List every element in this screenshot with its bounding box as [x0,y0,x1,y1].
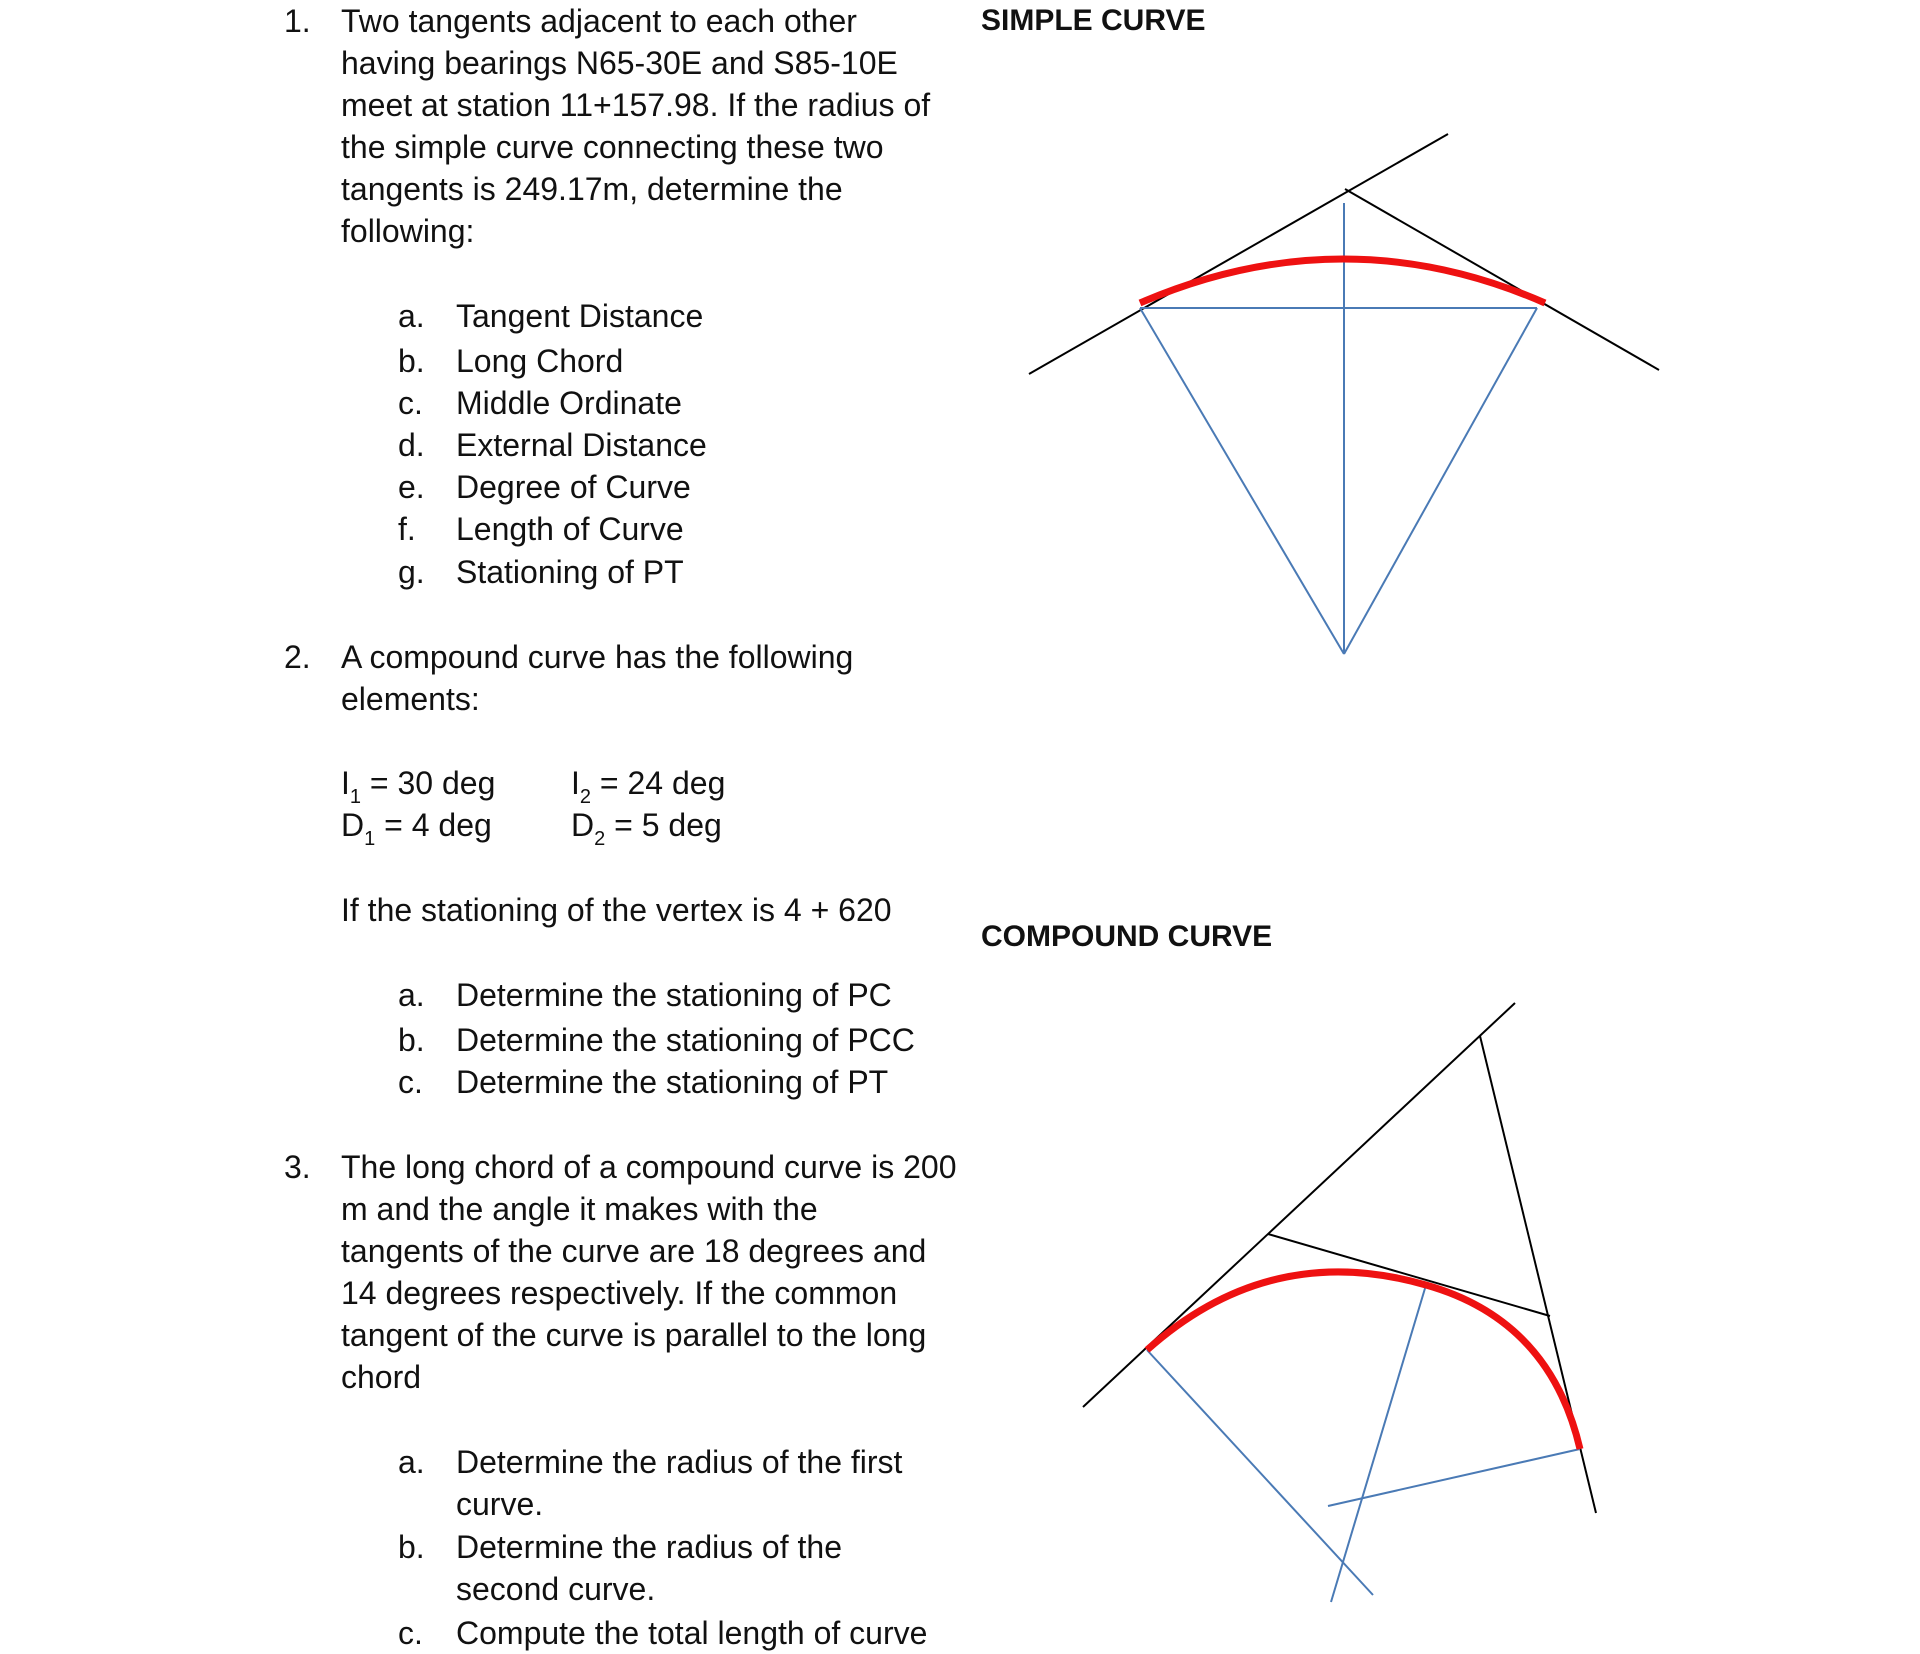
problem-2-item-c-text: Determine the stationing of PT [456,1064,889,1100]
problem-2-line-2: elements: [341,681,480,717]
problem-3-line-1: The long chord of a compound curve is 200 [341,1149,957,1185]
element-i2-base: I [571,765,580,801]
element-i2-subscript: 2 [579,786,592,808]
problem-3-item-b-line-2: second curve. [456,1571,656,1607]
problem-2-line-1: A compound curve has the following [341,639,854,675]
problem-1-line-1: Two tangents adjacent to each other [341,3,857,39]
problem-1-item-g-letter: g. [398,554,425,590]
compound-curve-radius-1 [1147,1350,1373,1595]
problem-1-item-f-text: Length of Curve [456,511,684,547]
problem-3-item-c-line-1: Compute the total length of curve [456,1615,928,1651]
problem-1-item-a-letter: a. [398,298,425,334]
problem-1-item-e-text: Degree of Curve [456,469,691,505]
element-i1-value: = 30 deg [361,765,496,801]
problem-2-item-a-text: Determine the stationing of PC [456,977,892,1013]
problem-3-item-b-letter: b. [398,1529,425,1565]
problem-3-item-a-line-1: Determine the radius of the first [456,1444,903,1480]
problem-3-line-6: chord [341,1359,422,1395]
element-d1-subscript: 1 [364,828,376,850]
problem-1-item-e-letter: e. [398,469,425,505]
simple-curve-heading: SIMPLE CURVE [981,4,1206,37]
problem-3-item-c-letter: c. [398,1615,423,1651]
problem-2-vertex-line: If the stationing of the vertex is 4 + 620 [341,892,892,928]
problem-1-line-3: meet at station 11+157.98. If the radius of [341,87,931,123]
problem-3-item-a-letter: a. [398,1444,425,1480]
problem-3-number: 3. [284,1149,311,1185]
element-d1-value: = 4 deg [375,807,492,843]
problem-1-item-f-letter: f. [398,511,416,547]
problem-3-item-a-line-2: curve. [456,1486,544,1522]
element-i1-base: I [341,765,350,801]
problem-1-item-c-letter: c. [398,385,423,421]
problem-2-item-b-text: Determine the stationing of PCC [456,1022,915,1058]
compound-curve-heading: COMPOUND CURVE [981,920,1273,953]
problem-3-item-b-line-1: Determine the radius of the [456,1529,842,1565]
problem-2-item-b-letter: b. [398,1022,425,1058]
problem-3-line-2: m and the angle it makes with the [341,1191,818,1227]
problem-1-item-b-letter: b. [398,343,425,379]
problem-3-line-4: 14 degrees respectively. If the common [341,1275,898,1311]
problem-1-item-a-text: Tangent Distance [456,298,704,334]
problem-1-item-b-text: Long Chord [456,343,624,379]
element-d2-value: = 5 deg [605,807,722,843]
element-d2-base: D [571,807,595,843]
element-d2-subscript: 2 [594,828,606,850]
problem-2-item-a-letter: a. [398,977,425,1013]
problem-1-item-d-letter: d. [398,427,425,463]
problem-1-line-5: tangents is 249.17m, determine the [341,171,843,207]
problem-2-item-c-letter: c. [398,1064,423,1100]
problem-1-line-2: having bearings N65-30E and S85-10E [341,45,898,81]
problem-1-item-d-text: External Distance [456,427,707,463]
problem-1-item-c-text: Middle Ordinate [456,385,682,421]
problem-1-line-4: the simple curve connecting these two [341,129,884,165]
problem-1-item-g-text: Stationing of PT [456,554,684,590]
problem-2-number: 2. [284,639,311,675]
element-i1-subscript: 1 [349,786,362,808]
compound-curve-arc [1147,1272,1580,1449]
element-i2-value: = 24 deg [591,765,726,801]
compound-curve-radius-2 [1328,1449,1580,1506]
element-d1-base: D [341,807,365,843]
compound-curve-radius-pcc [1331,1285,1426,1602]
problem-1-line-6: following: [341,213,475,249]
problem-3-line-5: tangent of the curve is parallel to the long [341,1317,927,1353]
problem-3-line-3: tangents of the curve are 18 degrees and [341,1233,927,1269]
problem-1-number: 1. [284,3,311,39]
